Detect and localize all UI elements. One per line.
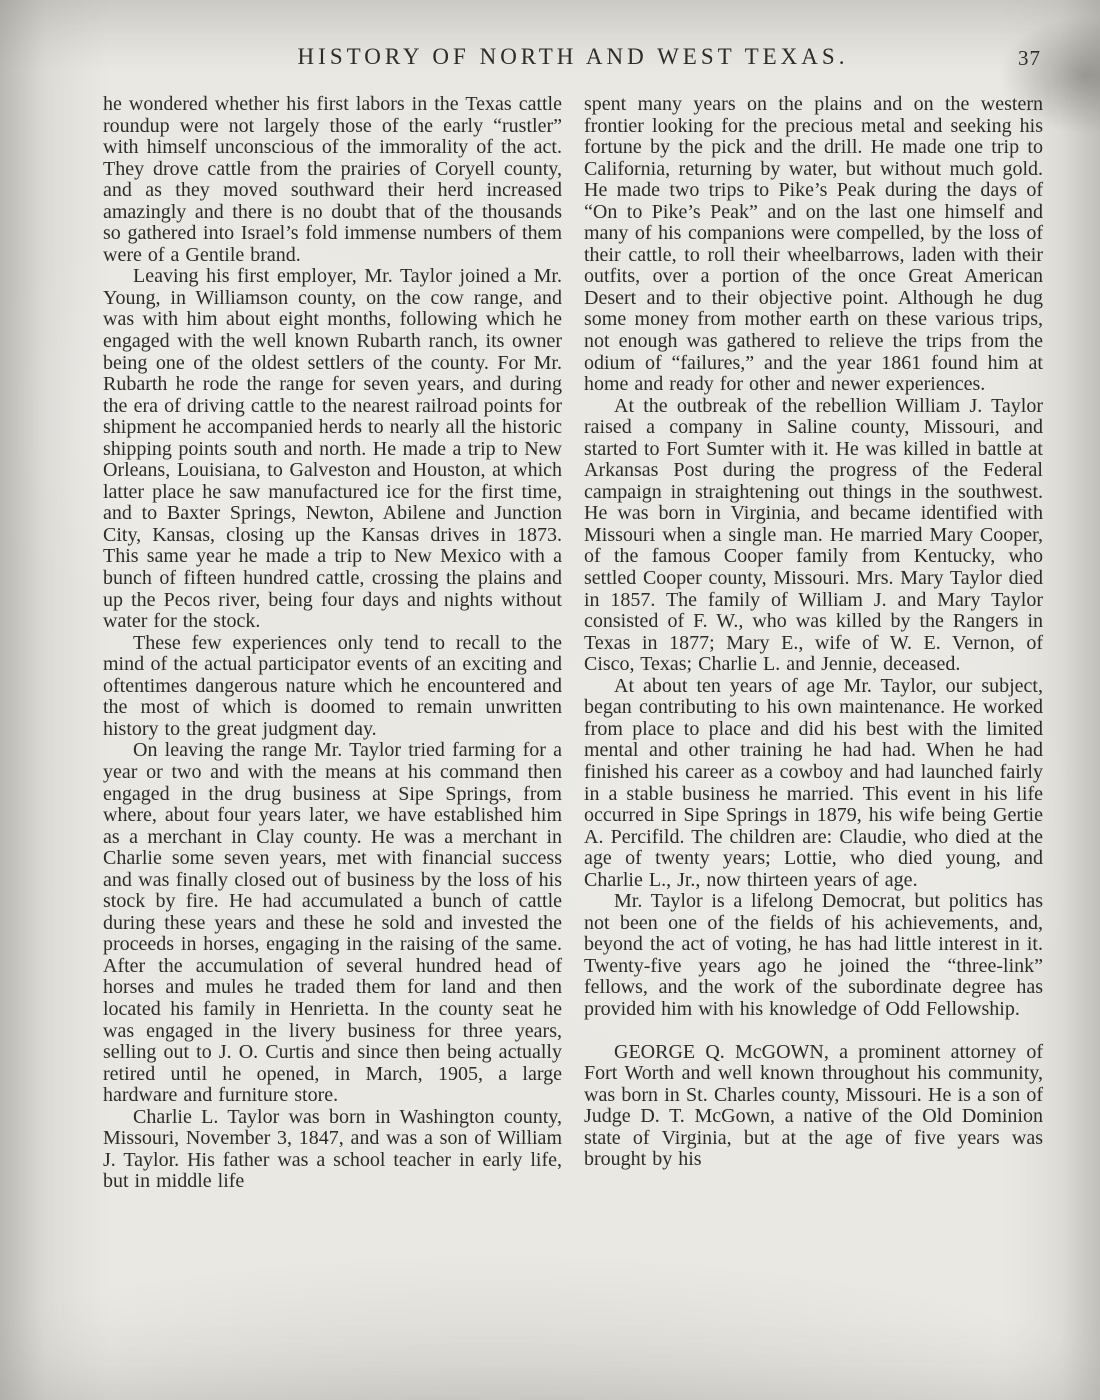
running-head-title: HISTORY OF NORTH AND WEST TEXAS. [297, 44, 849, 69]
page-number: 37 [1018, 46, 1041, 70]
paragraph: Mr. Taylor is a lifelong Democrat, but politics has not been one of the fields of his achievements, and, beyond the act of voting, he has had little interest in it. Twenty-five years ago he joined the “three-link” fellows, and the work of the subordinate degree has provided him with his knowledge of Odd Fellowship. [584, 890, 1043, 1020]
paragraph: spent many years on the plains and on the western frontier looking for the precious metal and seeking his fortune by the pick and the drill. He made one trip to California, returning by water, but without much gold. He made two trips to Pike’s Peak during the days of “On to Pike’s Peak” and on the last one himself and many of his companions were compelled, by the loss of their cattle, to roll their wheelbarrows, laden with their outfits, over a portion of the once Great American Desert and to their objective point. Although he dug some money from mother earth on these various trips, not enough was gathered to relieve the trips from the odium of “failures,” and the year 1861 found him at home and ready for other and newer experiences. [584, 93, 1043, 396]
right-column [584, 94, 1043, 1193]
paragraph: These few experiences only tend to recall to the mind of the actual participator events of an exciting and oftentimes dangerous nature which he encountered and the most of which is doomed to remain unwritten history to the great judgment day. [103, 631, 562, 740]
paragraph: GEORGE Q. McGOWN, a prominent attorney of Fort Worth and well known throughout his community, was born in St. Charles county, Missouri. He is a son of Judge D. T. McGown, a native of the Old Dominion state of Virginia, but at the age of five years was brought by his [584, 1040, 1043, 1171]
left-column [103, 94, 562, 1193]
paragraph: On leaving the range Mr. Taylor tried farming for a year or two and with the means at his command then engaged in the drug business at Sipe Springs, from where, about four years later, we have established him as a merchant in Clay county. He was a merchant in Charlie some seven years, met with financial success and was finally closed out of business by the loss of his stock by fire. He had accumulated a bunch of cattle during these years and these he sold and invested the proceeds in horses, engaging in the raising of the same. After the accumulation of several hundred head of horses and mules he traded them for land and then located his family in Henrietta. In the county seat he was engaged in the livery business for three years, selling out to J. O. Curtis and since then being actually retired until he opened, in March, 1905, a large hardware and furniture store. [103, 739, 562, 1107]
paragraph: Leaving his first employer, Mr. Taylor joined a Mr. Young, in Williamson county, on the cow range, and was with him about eight months, following which he engaged with the well known Rubarth ranch, its owner being one of the oldest settlers of the county. For Mr. Rubarth he rode the range for seven years, and during the era of driving cattle to the nearest railroad points for shipment he accompanied herds to nearly all the historic shipping points south and north. He made a trip to New Orleans, Louisiana, to Galveston and Houston, at which latter place he saw manufactured ice for the first time, and to Baxter Springs, Newton, Abilene and Junction City, Kansas, closing up the Kansas drives in 1873. This same year he made a trip to New Mexico with a bunch of fifteen hundred cattle, crossing the plains and up the Pecos river, being four days and nights without water for the stock. [103, 265, 562, 633]
text-columns [103, 94, 1043, 1193]
paragraph: At about ten years of age Mr. Taylor, our subject, began contributing to his own maintenance. He worked from place to place and did his best with the limited mental and other training he had had. When he had finished his career as a cowboy and had launched fairly in a stable business he married. This event in his life occurred in Sipe Springs in 1879, his wife being Gertie A. Percifild. The children are: Claudie, who died at the age of twenty years; Lottie, who died young, and Charlie L., Jr., now thirteen years of age. [584, 674, 1043, 891]
paragraph: he wondered whether his first labors in the Texas cattle roundup were not largely those of the early “rustler” with himself unconscious of the immorality of the act. They drove cattle from the prairies of Coryell county, and as they moved southward their herd increased amazingly and there is no doubt that of the thousands so gathered into Israel’s fold immense numbers of them were of a Gentile brand. [103, 93, 562, 266]
paragraph: At the outbreak of the rebellion William J. Taylor raised a company in Saline county, Missouri, and started to Fort Sumter with it. He was killed in battle at Arkansas Post during the progress of the Federal campaign in straightening out things in the southwest. He was born in Virginia, and became identified with Missouri when a single man. He married Mary Cooper, of the famous Cooper family from Kentucky, who settled Cooper county, Missouri. Mrs. Mary Taylor died in 1857. The family of William J. and Mary Taylor consisted of F. W., who was killed by the Rangers in Texas in 1877; Mary E., wife of W. E. Vernon, of Cisco, Texas; Charlie L. and Jennie, deceased. [584, 394, 1043, 676]
paragraph: Charlie L. Taylor was born in Washington county, Missouri, November 3, 1847, and was a son of William J. Taylor. His father was a school teacher in early life, but in middle life [103, 1105, 562, 1193]
